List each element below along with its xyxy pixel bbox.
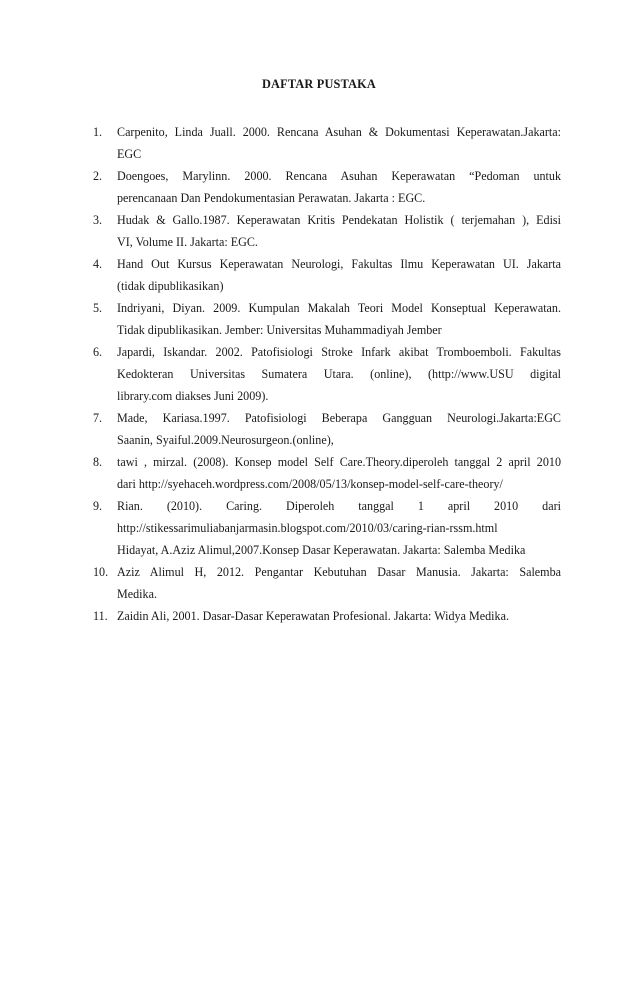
- reference-line: Tidak dipublikasikan. Jember: Universitas Muhammadiyah Jember: [117, 323, 442, 337]
- reference-line: Japardi, Iskandar. 2002. Patofisiologi Stroke Infark akibat Tromboemboli. Fakultas: [117, 345, 561, 359]
- reference-line: perencanaan Dan Pendokumentasian Perawatan. Jakarta : EGC.: [117, 191, 426, 205]
- reference-line: (tidak dipublikasikan): [117, 279, 224, 293]
- reference-number: 3.: [93, 213, 103, 227]
- reference-entry: [93, 561, 561, 605]
- reference-line: dari http://syehaceh.wordpress.com/2008/05/13/konsep-model-self-care-theory/: [117, 477, 503, 491]
- reference-number: 5.: [93, 301, 103, 315]
- reference-entry: [93, 605, 561, 627]
- reference-line: Medika.: [117, 587, 157, 601]
- reference-number: 9.: [93, 499, 103, 513]
- reference-number: 6.: [93, 345, 103, 359]
- reference-number: 11.: [93, 609, 108, 623]
- reference-number: 2.: [93, 169, 103, 183]
- reference-line: Hudak & Gallo.1987. Keperawatan Kritis Pendekatan Holistik ( terjemahan ), Edisi: [117, 213, 561, 227]
- reference-line: library.com diakses Juni 2009).: [117, 389, 269, 403]
- reference-line: Carpenito, Linda Juall. 2000. Rencana Asuhan & Dokumentasi Keperawatan.Jakarta:: [117, 125, 561, 139]
- reference-line: Aziz Alimul H, 2012. Pengantar Kebutuhan Dasar Manusia. Jakarta: Salemba: [117, 565, 561, 579]
- reference-line: Hand Out Kursus Keperawatan Neurologi, Fakultas Ilmu Keperawatan UI. Jakarta: [117, 257, 561, 271]
- reference-line: Indriyani, Diyan. 2009. Kumpulan Makalah Teori Model Konseptual Keperawatan.: [117, 301, 561, 315]
- reference-line: Doengoes, Marylinn. 2000. Rencana Asuhan Keperawatan “Pedoman untuk: [117, 169, 561, 183]
- reference-entry: [93, 121, 561, 165]
- reference-entry: [93, 451, 561, 495]
- reference-line: Made, Kariasa.1997. Patofisiologi Beberapa Gangguan Neurologi.Jakarta:EGC: [117, 411, 561, 425]
- reference-line: http://stikessarimuliabanjarmasin.blogspot.com/2010/03/caring-rian-rssm.html: [117, 521, 498, 535]
- reference-entry: [93, 495, 561, 561]
- reference-number: 10.: [93, 565, 109, 579]
- reference-entry: [93, 209, 561, 253]
- reference-entry: [93, 297, 561, 341]
- reference-line: EGC: [117, 147, 142, 161]
- reference-number: 4.: [93, 257, 103, 271]
- reference-line: Kedokteran Universitas Sumatera Utara. (online), (http://www.USU digital: [117, 367, 561, 381]
- reference-entry: [93, 407, 561, 451]
- reference-number: 8.: [93, 455, 103, 469]
- reference-number: 1.: [93, 125, 103, 139]
- reference-list: [93, 121, 561, 627]
- reference-line: Zaidin Ali, 2001. Dasar-Dasar Keperawatan Profesional. Jakarta: Widya Medika.: [117, 609, 509, 623]
- reference-line: Rian. (2010). Caring. Diperoleh tanggal 1 april 2010 dari: [117, 499, 561, 513]
- page-title: DAFTAR PUSTAKA: [261, 77, 377, 91]
- reference-number: 7.: [93, 411, 103, 425]
- reference-line: Saanin, Syaiful.2009.Neurosurgeon.(online),: [117, 433, 334, 447]
- reference-line: tawi , mirzal. (2008). Konsep model Self Care.Theory.diperoleh tanggal 2 april 2010: [117, 455, 561, 469]
- reference-line: VI, Volume II. Jakarta: EGC.: [117, 235, 258, 249]
- reference-entry: [93, 165, 561, 209]
- reference-entry: [93, 341, 561, 407]
- reference-line: Hidayat, A.Aziz Alimul,2007.Konsep Dasar Keperawatan. Jakarta: Salemba Medika: [117, 543, 526, 557]
- reference-entry: [93, 253, 561, 297]
